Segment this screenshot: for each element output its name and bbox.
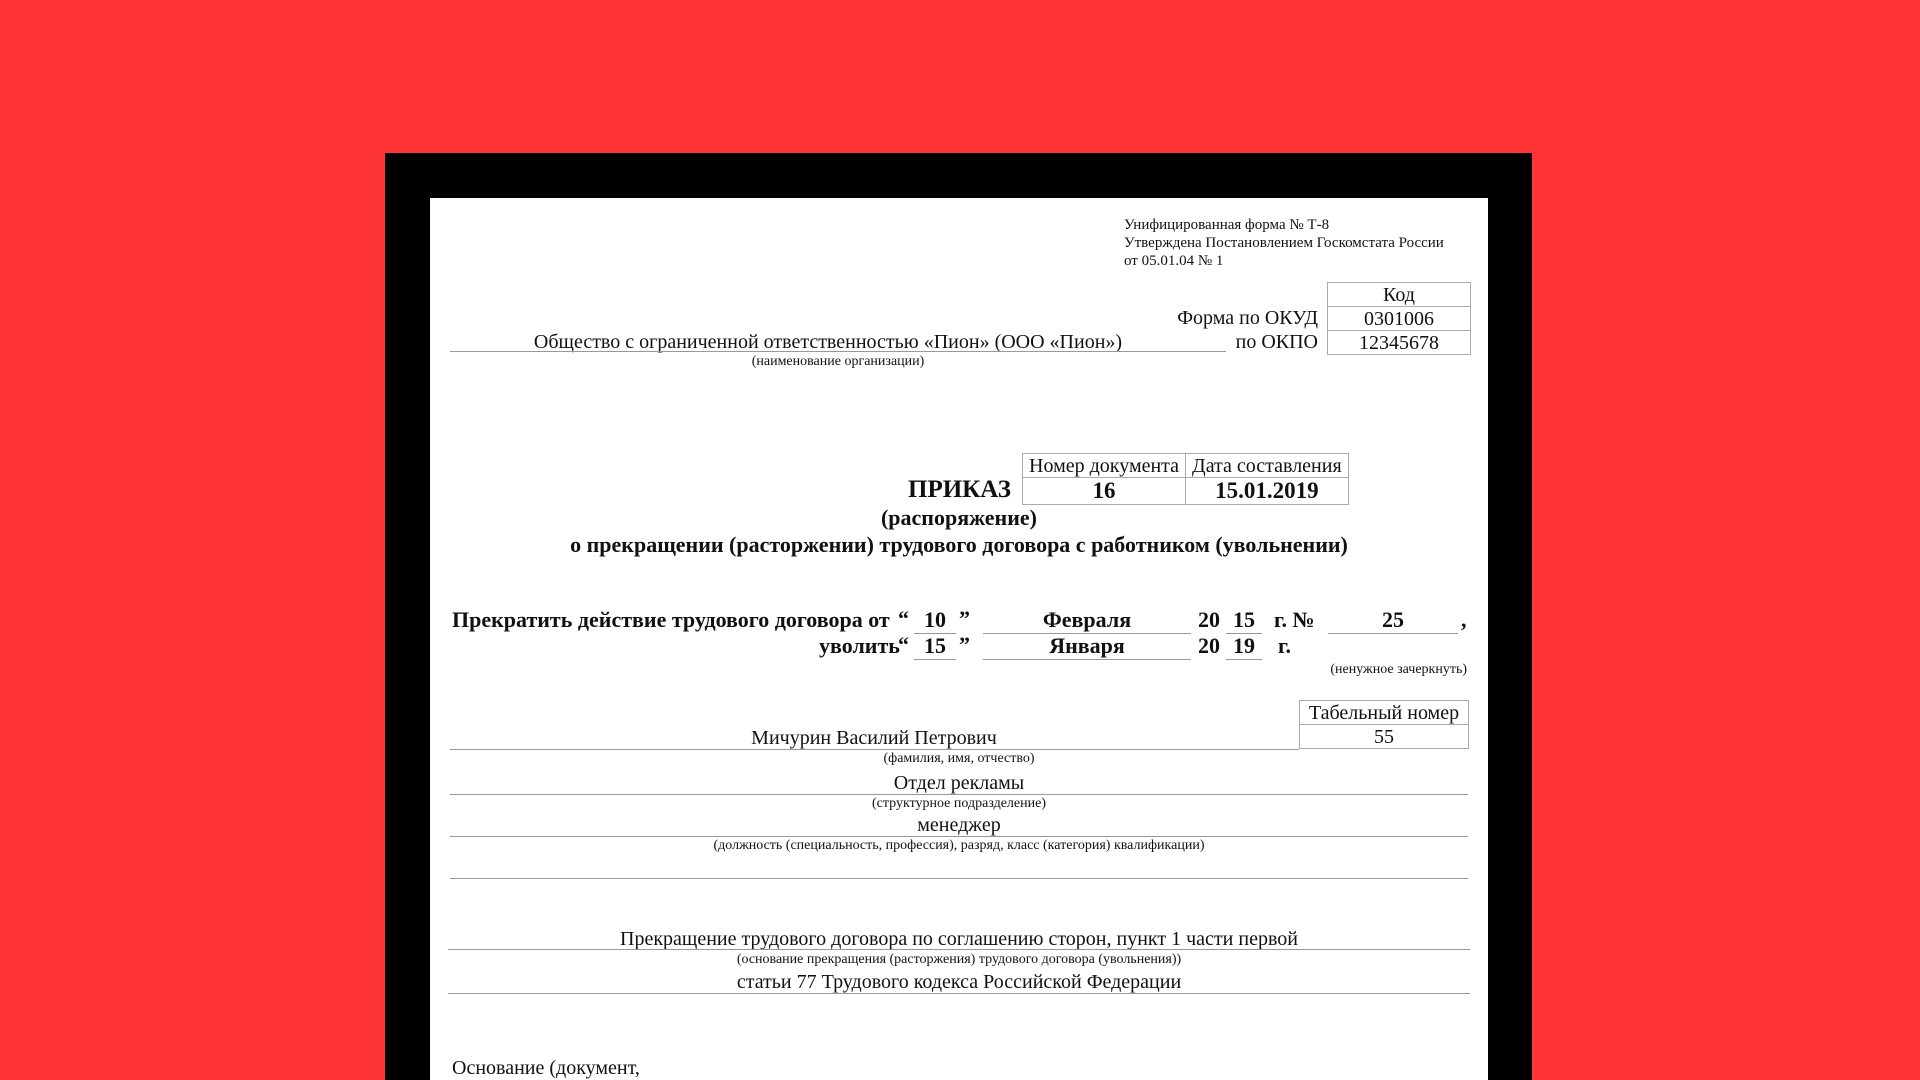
position-caption: (должность (специальность, профессия), разряд, класс (категория) квалификации) — [713, 838, 1205, 853]
employee-name-caption: (фамилия, имя, отчество) — [883, 751, 1035, 766]
dismiss-day-line — [914, 659, 956, 660]
document-page — [430, 198, 1488, 1080]
form-header-line1: Унифицированная форма № Т-8 — [1124, 217, 1330, 233]
grounds-line2: статьи 77 Трудового кодекса Российской Федерации — [736, 971, 1182, 993]
strike-note: (ненужное зачеркнуть) — [1330, 662, 1467, 677]
okud-value: 0301006 — [1328, 307, 1471, 331]
dismiss-month-line — [983, 659, 1191, 660]
tab-number-table — [1299, 700, 1469, 749]
document-heading: о прекращении (расторжении) трудового договора с работником (увольнении) — [570, 532, 1348, 557]
dismiss-year: 19 — [1233, 633, 1255, 658]
position-line — [450, 836, 1468, 837]
dismiss-year-line — [1226, 659, 1262, 660]
organization-caption: (наименование организации) — [751, 354, 925, 369]
terminate-year-suffix: г. № — [1274, 607, 1315, 632]
dismiss-quote-close: ” — [959, 632, 970, 657]
terminate-year: 15 — [1233, 607, 1255, 632]
grounds-line2-rule — [448, 993, 1470, 994]
dismiss-day: 15 — [924, 633, 946, 658]
terminate-label: Прекратить действие трудового договора от — [452, 607, 890, 632]
dismiss-month: Января — [1049, 633, 1125, 658]
grounds-line1: Прекращение трудового договора по соглашению сторон, пункт 1 части первой — [620, 928, 1298, 950]
okud-label: Форма по ОКУД — [1177, 307, 1318, 329]
document-title: ПРИКАЗ — [908, 476, 1011, 503]
terminate-comma: , — [1461, 607, 1467, 632]
organization-name: Общество с ограниченной ответственностью «Пион» (ООО «Пион») — [533, 331, 1123, 353]
dismiss-century: 20 — [1198, 633, 1220, 658]
document-number: 16 — [1023, 478, 1186, 505]
grounds-line1-rule — [448, 949, 1470, 950]
document-number-header: Номер документа — [1023, 454, 1186, 478]
document-date: 15.01.2019 — [1186, 478, 1349, 505]
contract-number-line — [1328, 633, 1458, 634]
codes-table — [1327, 282, 1471, 355]
document-number-table — [1022, 453, 1349, 505]
dismiss-quote-open: “ — [898, 632, 909, 657]
document-subtitle: (распоряжение) — [880, 505, 1037, 530]
dismiss-year-suffix: г. — [1278, 633, 1292, 658]
organization-line — [450, 351, 1226, 352]
codes-header: Код — [1328, 283, 1471, 307]
grounds-caption: (основание прекращения (расторжения) трудового договора (увольнения)) — [736, 952, 1182, 967]
terminate-century: 20 — [1198, 607, 1220, 632]
okpo-value: 12345678 — [1328, 331, 1471, 355]
form-header-line3: от 05.01.04 № 1 — [1124, 253, 1224, 269]
position: менеджер — [917, 814, 1001, 836]
contract-number: 25 — [1382, 607, 1404, 632]
tab-number-header: Табельный номер — [1300, 701, 1469, 725]
okpo-label: по ОКПО — [1235, 331, 1318, 353]
terminate-quote-open: “ — [898, 606, 909, 631]
tab-number-value: 55 — [1300, 725, 1469, 749]
form-header-line2: Утверждена Постановлением Госкомстата России — [1124, 235, 1444, 251]
basis-label: Основание (документ, — [452, 1057, 640, 1079]
department: Отдел рекламы — [893, 772, 1025, 794]
department-line — [450, 794, 1468, 795]
document-date-header: Дата составления — [1186, 454, 1349, 478]
terminate-quote-close: ” — [959, 606, 970, 631]
dismiss-label: уволить — [819, 633, 900, 658]
terminate-month: Февраля — [1042, 607, 1132, 632]
employee-name-line — [450, 749, 1299, 750]
department-caption: (структурное подразделение) — [871, 796, 1046, 811]
position-extra-line — [450, 878, 1468, 879]
terminate-day: 10 — [924, 607, 946, 632]
employee-name: Мичурин Василий Петрович — [751, 727, 997, 749]
